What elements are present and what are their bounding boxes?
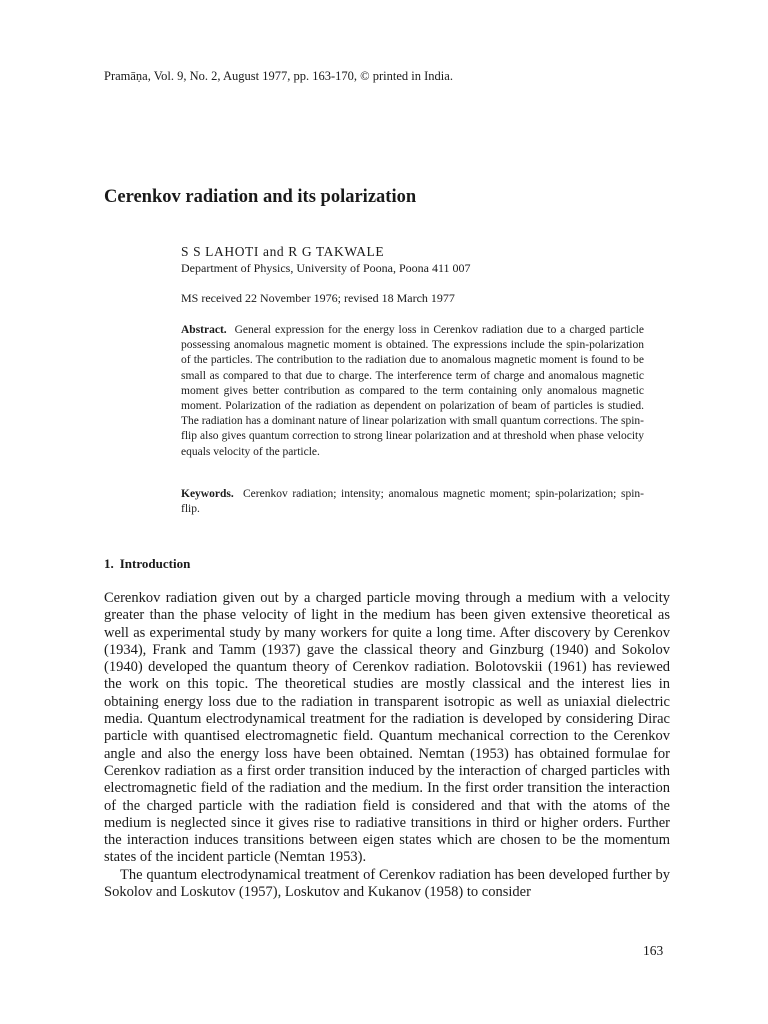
keywords: [181, 487, 644, 517]
keywords-text: Cerenkov radiation; intensity; anomalous magnetic moment; spin-polarization; spin-flip.: [181, 488, 645, 516]
section-heading: [104, 556, 190, 572]
keywords-label: Keywords.: [181, 488, 234, 500]
section-title: Introduction: [119, 556, 191, 571]
abstract: [181, 323, 644, 460]
received-dates: MS received 22 November 1976; revised 18 March 1977: [181, 291, 455, 305]
body-paragraph-1: Cerenkov radiation given out by a charged particle moving through a medium with a velocity greater than the phase velocity of light in the medium has been given extensive theoretical as well as experimental study by many workers for quite a long time. After discovery by Cerenkov (1934), Frank and Tamm (1937) gave the classical theory and Ginzburg (1940) and Sokolov (1940) developed the quantum theory of Cerenkov radiation. Bolotovskii (1961) has reviewed the work on this topic. The theoretical studies are mostly classical and the interest lies in obtaining energy loss due to the radiation in transparent isotropic as well as uniaxial dielectric media. Quantum electrodynamical treatment for the radiation is developed by considering Dirac particle with quantised electromagnetic field. Quantum mechanical correction to the Cerenkov angle and also the energy loss have been obtained. Nemtan (1953) has obtained formulae for Cerenkov radiation as a first order transition induced by the interaction of charged particles with electromagnetic field of the radiation and the medium. In the first order transition the interaction of the charged particle with the radiation field is considered and that with the atoms of the medium is neglected since it gives rise to radiative transitions in third or higher orders. Further the interaction induces transitions between eigen states which are chosen to be the momentum states of the incident particle (Nemtan 1953).: [104, 590, 670, 866]
page-number: 163: [643, 943, 664, 958]
affiliation: Department of Physics, University of Poona, Poona 411 007: [181, 261, 471, 275]
section-number: 1.: [104, 556, 114, 571]
body-paragraph-2: The quantum electrodynamical treatment of Cerenkov radiation has been developed further by Sokolov and Loskutov (1957), Loskutov and Kukanov (1958) to consider: [104, 866, 670, 901]
journal-citation: Pramāṇa, Vol. 9, No. 2, August 1977, pp. 163-170, © printed in India.: [104, 69, 453, 83]
abstract-text: General expression for the energy loss in Cerenkov radiation due to a charged particle possessing anomalous magnetic moment is obtained. The expressions include the spin-polarization of the particles. The contribution to the radiation due to anomalous magnetic moment is found to be small as compared to that due to charge. The interference term of charge and anomalous magnetic moment gives better contribution as compared to the term containing only anomalous magnetic moment. Polarization of the radiation as dependent on polarization of beam of particles is studied. The radiation has a dominant nature of linear polarization with small quantum corrections. The spin-flip also gives quantum correction to strong linear polarization and at threshold when phase velocity equals velocity of the particle.: [181, 324, 645, 458]
paper-title: Cerenkov radiation and its polarization: [104, 187, 417, 207]
authors: S S LAHOTI and R G TAKWALE: [181, 244, 385, 259]
abstract-label: Abstract.: [181, 324, 227, 336]
body-text: [104, 590, 670, 901]
